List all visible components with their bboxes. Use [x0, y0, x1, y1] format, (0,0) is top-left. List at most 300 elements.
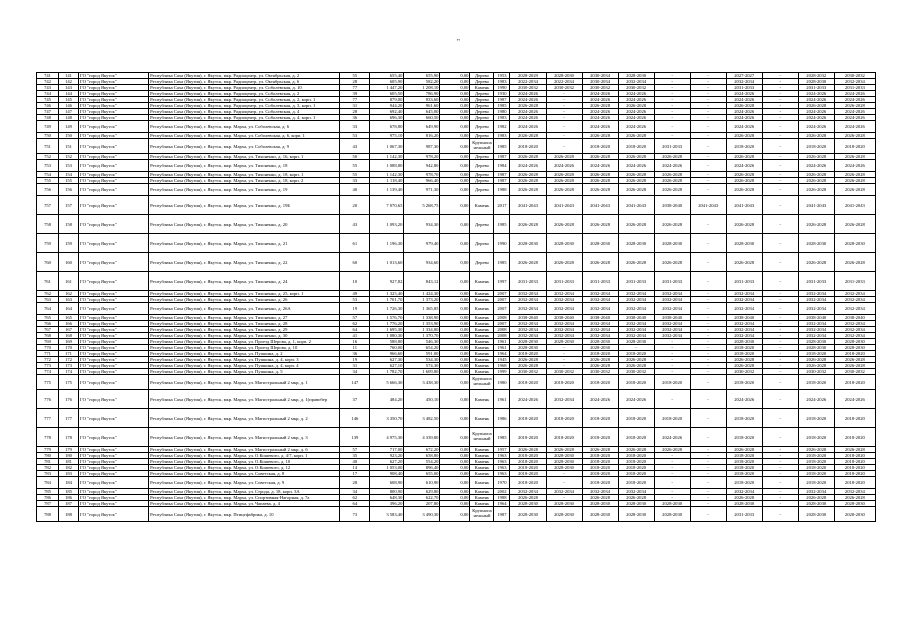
- build-year-cell: 1985: [494, 253, 510, 272]
- wall-material-cell: Камень: [470, 489, 494, 495]
- address-cell: Республика Саха (Якутия), г. Якутск, мкр. Марха, ул. Тихоненко, д. 21: [149, 234, 340, 253]
- residents-cell: 28: [340, 109, 370, 115]
- build-year-cell: 1985: [494, 103, 510, 109]
- period-cell: 2026-2028: [546, 215, 582, 234]
- build-year-cell: 1987: [494, 154, 510, 160]
- total-area-cell: 1 093,20: [370, 215, 404, 234]
- period-cell: 2024-2026: [618, 121, 654, 133]
- period-cell: 2038-2040: [834, 315, 875, 321]
- period-cell: 2026-2028: [726, 253, 762, 272]
- wall-material-cell: Камень: [470, 501, 494, 507]
- wall-material-cell: Деревo: [470, 115, 494, 121]
- address-cell: Республика Саха (Якутия), г. Якутск, мкр. Радиоцентр, ул. Октябрьская, д. 2: [149, 73, 340, 79]
- period-cell: 2026-2028: [798, 172, 834, 178]
- total-area-cell: 1 080,30: [370, 333, 404, 339]
- period-cell: -: [762, 154, 798, 160]
- address-cell: Республика Саха (Якутия), г. Якутск, мкр. Марха, ул. Чапаева, д. 4: [149, 501, 340, 507]
- period-cell: -: [690, 453, 726, 459]
- row-number: 762: [37, 291, 59, 297]
- residents-cell: 28: [340, 79, 370, 85]
- build-year-cell: 2008: [494, 333, 510, 339]
- total-area-cell: 1 013,60: [370, 253, 404, 272]
- living-area-cell: 649,90: [404, 121, 440, 133]
- wall-material-cell: Деревo: [470, 215, 494, 234]
- period-cell: 2018-2020: [834, 428, 875, 447]
- address-cell: Республика Саха (Якутия), г. Якутск, мкр. Марха, ул. О.Кошевого, д. 10: [149, 459, 340, 465]
- wall-material-cell: Камень: [470, 465, 494, 471]
- address-cell: Республика Саха (Якутия), г. Якутск, мкр. Марха, ул. Соболевская, д. 6: [149, 121, 340, 133]
- period-cell: 2028-2030: [546, 459, 582, 465]
- period-cell: 2026-2028: [726, 363, 762, 369]
- municipality-cell: ГО "город Якутск": [79, 339, 149, 345]
- period-cell: -: [690, 477, 726, 489]
- period-cell: 2032-2034: [726, 297, 762, 303]
- living-area-cell: 655,90: [404, 73, 440, 79]
- period-cell: 2018-2020: [510, 375, 546, 390]
- period-cell: 2026-2028: [618, 172, 654, 178]
- build-year-cell: 1983: [494, 133, 510, 139]
- residents-cell: 17: [340, 471, 370, 477]
- address-cell: Республика Саха (Якутия), г. Якутск, мкр. Марха, ул. Пушкина, д. 2: [149, 351, 340, 357]
- row-number: 771: [37, 351, 59, 357]
- period-cell: -: [654, 133, 690, 139]
- wall-material-cell: Камень: [470, 447, 494, 453]
- period-cell: 2026-2028: [798, 184, 834, 196]
- period-cell: 2032-2034: [726, 79, 762, 85]
- period-cell: 2032-2034: [546, 303, 582, 315]
- period-cell: 2028-2030: [582, 507, 618, 522]
- period-cell: 2026-2028: [618, 178, 654, 184]
- period-cell: 2032-2034: [582, 333, 618, 339]
- period-cell: 2028-2030: [834, 234, 875, 253]
- living-area-cell: 786,90: [404, 91, 440, 97]
- object-number: 142: [59, 79, 79, 85]
- build-year-cell: 2007: [494, 297, 510, 303]
- build-year-cell: 1970: [494, 477, 510, 489]
- period-cell: 2024-2026: [618, 390, 654, 409]
- period-cell: 2026-2028: [546, 253, 582, 272]
- period-cell: -: [690, 339, 726, 345]
- period-cell: 2032-2034: [726, 303, 762, 315]
- period-cell: 2018-2020: [618, 428, 654, 447]
- row-number: 747: [37, 109, 59, 115]
- build-year-cell: 2017: [494, 196, 510, 215]
- period-cell: 2031-2033: [654, 272, 690, 291]
- residents-cell: 64: [340, 501, 370, 507]
- nonliving-area-cell: 0,00: [440, 363, 470, 369]
- row-number: 781: [37, 459, 59, 465]
- municipality-cell: ГО "город Якутск": [79, 409, 149, 428]
- period-cell: -: [654, 477, 690, 489]
- address-cell: Республика Саха (Якутия), г. Якутск, мкр. Марха, ул. Проезд Шерова, д. 10: [149, 345, 340, 351]
- period-cell: 2024-2026: [726, 390, 762, 409]
- build-year-cell: 1964: [494, 351, 510, 357]
- period-cell: -: [762, 465, 798, 471]
- build-year-cell: 2007: [494, 303, 510, 315]
- living-area-cell: 1 353,90: [404, 321, 440, 327]
- period-cell: 2024-2026: [726, 109, 762, 115]
- period-cell: -: [762, 160, 798, 172]
- period-cell: 2032-2034: [798, 303, 834, 315]
- period-cell: -: [762, 215, 798, 234]
- object-number: 148: [59, 115, 79, 121]
- period-cell: 2026-2028: [726, 447, 762, 453]
- period-cell: -: [762, 297, 798, 303]
- living-area-cell: 574,30: [404, 363, 440, 369]
- period-cell: -: [654, 351, 690, 357]
- living-area-cell: 1 338,90: [404, 315, 440, 321]
- wall-material-cell: Камень: [470, 363, 494, 369]
- living-area-cell: 3 490,30: [404, 507, 440, 522]
- nonliving-area-cell: 0,00: [440, 471, 470, 477]
- period-cell: 2032-2034: [798, 489, 834, 495]
- residents-cell: 77: [340, 85, 370, 91]
- wall-material-cell: Камень: [470, 357, 494, 363]
- build-year-cell: 1964: [494, 501, 510, 507]
- period-cell: 2026-2028: [798, 103, 834, 109]
- period-cell: 2018-2020: [726, 428, 762, 447]
- period-cell: 2018-2020: [798, 471, 834, 477]
- table-row: [37, 234, 876, 253]
- object-number: 144: [59, 91, 79, 97]
- period-cell: 2041-2043: [510, 196, 546, 215]
- period-cell: 2018-2020: [798, 409, 834, 428]
- object-number: 160: [59, 253, 79, 272]
- residents-cell: 55: [340, 73, 370, 79]
- municipality-cell: ГО "город Якутск": [79, 363, 149, 369]
- period-cell: 2018-2020: [618, 477, 654, 489]
- total-area-cell: 927,82: [370, 272, 404, 291]
- period-cell: 2026-2028: [798, 357, 834, 363]
- period-cell: 2026-2028: [834, 253, 875, 272]
- total-area-cell: 1 142,30: [370, 172, 404, 178]
- table-row: [37, 375, 876, 390]
- period-cell: -: [690, 160, 726, 172]
- table-row: [37, 139, 876, 154]
- build-year-cell: 1999: [494, 369, 510, 375]
- period-cell: -: [690, 363, 726, 369]
- period-cell: -: [690, 303, 726, 315]
- living-area-cell: 591,00: [404, 351, 440, 357]
- period-cell: 2026-2028: [510, 184, 546, 196]
- address-cell: Республика Саха (Якутия), г. Якутск, мкр. Марха, ул. Тихоненко, д. 26: [149, 297, 340, 303]
- nonliving-area-cell: 0,00: [440, 154, 470, 160]
- row-number: 775: [37, 375, 59, 390]
- wall-material-cell: Крупнопа нельный: [470, 139, 494, 154]
- period-cell: 2030-2032: [618, 85, 654, 91]
- period-cell: 2018-2020: [582, 139, 618, 154]
- period-cell: -: [762, 303, 798, 315]
- build-year-cell: 1990: [494, 234, 510, 253]
- period-cell: -: [690, 390, 726, 409]
- build-year-cell: 1987: [494, 507, 510, 522]
- period-cell: 2024-2026: [582, 97, 618, 103]
- address-cell: Республика Саха (Якутия), г. Якутск, мкр. Марха, ул. Спортивная-Нагорная, д. 7а: [149, 495, 340, 501]
- row-number: 761: [37, 272, 59, 291]
- period-cell: 2026-2028: [798, 154, 834, 160]
- period-cell: 2032-2034: [798, 291, 834, 297]
- period-cell: 2018-2020: [582, 471, 618, 477]
- period-cell: -: [654, 121, 690, 133]
- living-area-cell: 660,50: [404, 115, 440, 121]
- row-number: 770: [37, 345, 59, 351]
- period-cell: 2038-2040: [726, 315, 762, 321]
- build-year-cell: 1961: [494, 345, 510, 351]
- build-year-cell: 1963: [494, 459, 510, 465]
- object-number: 151: [59, 139, 79, 154]
- address-cell: Республика Саха (Якутия), г. Якутск, мкр. Марха, ул. Тихоненко, д. 18: [149, 160, 340, 172]
- period-cell: 2041-2043: [546, 196, 582, 215]
- residents-cell: 41: [340, 333, 370, 339]
- period-cell: 2024-2026: [510, 121, 546, 133]
- wall-material-cell: Крупнопа нельный: [470, 428, 494, 447]
- period-cell: 2026-2028: [510, 154, 546, 160]
- period-cell: -: [762, 351, 798, 357]
- period-cell: 2026-2028: [582, 154, 618, 160]
- period-cell: -: [762, 115, 798, 121]
- period-cell: 2026-2028: [654, 172, 690, 178]
- living-area-cell: 582,20: [404, 79, 440, 85]
- nonliving-area-cell: 0,00: [440, 97, 470, 103]
- residents-cell: 64: [340, 327, 370, 333]
- period-cell: 2024-2026: [834, 160, 875, 172]
- period-cell: 2038-2040: [510, 315, 546, 321]
- period-cell: 2032-2034: [618, 489, 654, 495]
- period-cell: -: [654, 339, 690, 345]
- period-cell: -: [762, 369, 798, 375]
- residents-cell: 53: [340, 297, 370, 303]
- residents-cell: 28: [340, 477, 370, 489]
- total-area-cell: 1 142,30: [370, 154, 404, 160]
- period-cell: -: [546, 97, 582, 103]
- period-cell: 2026-2028: [834, 215, 875, 234]
- period-cell: 2028-2030: [618, 339, 654, 345]
- wall-material-cell: Камень: [470, 369, 494, 375]
- period-cell: 2024-2026: [726, 115, 762, 121]
- period-cell: -: [690, 253, 726, 272]
- period-cell: -: [618, 345, 654, 351]
- wall-material-cell: Деревo: [470, 103, 494, 109]
- row-number: 742: [37, 79, 59, 85]
- living-area-cell: 3 482,50: [404, 409, 440, 428]
- total-area-cell: 879,00: [370, 97, 404, 103]
- build-year-cell: 1963: [494, 465, 510, 471]
- municipality-cell: ГО "город Якутск": [79, 133, 149, 139]
- period-cell: 2024-2026: [798, 109, 834, 115]
- period-cell: 2032-2034: [798, 297, 834, 303]
- living-area-cell: 3 438,30: [404, 375, 440, 390]
- period-cell: -: [762, 291, 798, 297]
- municipality-cell: ГО "город Якутск": [79, 109, 149, 115]
- row-number: 777: [37, 409, 59, 428]
- period-cell: 2032-2034: [510, 489, 546, 495]
- address-cell: Республика Саха (Якутия), г. Якутск, мкр. Марха, ул. Тихоненко, д. 26А: [149, 303, 340, 315]
- period-cell: 2028-2030: [798, 79, 834, 85]
- period-cell: 2032-2034: [834, 291, 875, 297]
- period-cell: -: [654, 357, 690, 363]
- period-cell: 2032-2034: [546, 291, 582, 297]
- period-cell: 2026-2028: [618, 215, 654, 234]
- period-cell: 2028-2030: [510, 507, 546, 522]
- total-area-cell: 627,30: [370, 357, 404, 363]
- object-number: 184: [59, 477, 79, 489]
- period-cell: 2031-2033: [834, 272, 875, 291]
- period-cell: 2024-2026: [582, 160, 618, 172]
- total-area-cell: 692,40: [370, 109, 404, 115]
- period-cell: 2026-2028: [726, 103, 762, 109]
- period-cell: -: [762, 97, 798, 103]
- wall-material-cell: Деревo: [470, 73, 494, 79]
- object-number: 169: [59, 339, 79, 345]
- period-cell: 2028-2030: [546, 73, 582, 79]
- address-cell: Республика Саха (Якутия), г. Якутск, мкр. Марха, ул. Проезд Шерова, д. 1, корп. 2: [149, 339, 340, 345]
- living-area-cell: 816,20: [404, 133, 440, 139]
- address-cell: Республика Саха (Якутия), г. Якутск, мкр. Марха, ул. Тихоненко, д. 24: [149, 272, 340, 291]
- period-cell: 2030-2032: [726, 369, 762, 375]
- period-cell: -: [690, 139, 726, 154]
- period-cell: 2026-2028: [582, 184, 618, 196]
- address-cell: Республика Саха (Якутия), г. Якутск, мкр. Марха, ул. Магистральный 2 мкр, д. 1: [149, 375, 340, 390]
- period-cell: -: [762, 73, 798, 79]
- period-cell: -: [762, 91, 798, 97]
- wall-material-cell: Деревo: [470, 109, 494, 115]
- period-cell: 2018-2020: [618, 453, 654, 459]
- period-cell: 2032-2034: [618, 321, 654, 327]
- row-number: 751: [37, 139, 59, 154]
- residents-cell: 11: [340, 345, 370, 351]
- address-cell: Республика Саха (Якутия), г. Якутск, мкр. Марха, ул. Тихоненко, д. 19Б: [149, 196, 340, 215]
- address-cell: Республика Саха (Якутия), г. Якутск, мкр. Марха, ул. Пушкина, д. 4, корп. 3: [149, 357, 340, 363]
- period-cell: 2026-2028: [618, 154, 654, 160]
- period-cell: 2018-2020: [726, 351, 762, 357]
- address-cell: Республика Саха (Якутия), г. Якутск, мкр. Марха, ул. Соболевская, д. 9: [149, 139, 340, 154]
- row-number: 745: [37, 97, 59, 103]
- period-cell: 2018-2020: [618, 465, 654, 471]
- nonliving-area-cell: 0,00: [440, 103, 470, 109]
- period-cell: 2032-2034: [510, 291, 546, 297]
- period-cell: 2024-2026: [834, 109, 875, 115]
- row-number: 773: [37, 363, 59, 369]
- wall-material-cell: Камень: [470, 272, 494, 291]
- build-year-cell: 1997: [494, 272, 510, 291]
- total-area-cell: 1 576,70: [370, 315, 404, 321]
- total-area-cell: 588,80: [370, 339, 404, 345]
- wall-material-cell: Камень: [470, 291, 494, 297]
- period-cell: 2018-2020: [618, 459, 654, 465]
- nonliving-area-cell: 0,00: [440, 303, 470, 315]
- municipality-cell: ГО "город Якутск": [79, 178, 149, 184]
- residents-cell: 53: [340, 133, 370, 139]
- living-area-cell: 1 370,70: [404, 333, 440, 339]
- build-year-cell: 1987: [494, 178, 510, 184]
- period-cell: -: [762, 196, 798, 215]
- object-number: 188: [59, 507, 79, 522]
- period-cell: -: [690, 507, 726, 522]
- residents-cell: 57: [340, 447, 370, 453]
- period-cell: 2024-2026: [726, 97, 762, 103]
- residents-cell: 19: [340, 303, 370, 315]
- build-year-cell: 1963: [494, 453, 510, 459]
- period-cell: 2026-2028: [726, 495, 762, 501]
- living-area-cell: 546,30: [404, 339, 440, 345]
- wall-material-cell: Деревo: [470, 172, 494, 178]
- period-cell: 2018-2020: [834, 139, 875, 154]
- residents-cell: 139: [340, 428, 370, 447]
- period-cell: -: [546, 471, 582, 477]
- period-cell: -: [654, 453, 690, 459]
- period-cell: -: [654, 97, 690, 103]
- municipality-cell: ГО "город Якутск": [79, 321, 149, 327]
- period-cell: 2032-2034: [834, 327, 875, 333]
- period-cell: 2028-2030: [546, 507, 582, 522]
- object-number: 174: [59, 369, 79, 375]
- period-cell: 2032-2034: [618, 333, 654, 339]
- period-cell: 2030-2032: [834, 73, 875, 79]
- period-cell: -: [762, 178, 798, 184]
- row-number: 782: [37, 465, 59, 471]
- nonliving-area-cell: 0,00: [440, 351, 470, 357]
- wall-material-cell: Деревo: [470, 97, 494, 103]
- period-cell: 2024-2026: [834, 97, 875, 103]
- living-area-cell: 658,80: [404, 453, 440, 459]
- period-cell: 2028-2030: [834, 345, 875, 351]
- period-cell: 2031-2033: [798, 272, 834, 291]
- period-cell: -: [690, 369, 726, 375]
- period-cell: -: [546, 115, 582, 121]
- period-cell: 2026-2028: [582, 172, 618, 178]
- table-row: [37, 121, 876, 133]
- living-area-cell: 5 268,75: [404, 196, 440, 215]
- period-cell: 2026-2028: [834, 357, 875, 363]
- period-cell: -: [690, 215, 726, 234]
- period-cell: 2026-2028: [582, 215, 618, 234]
- object-number: 146: [59, 103, 79, 109]
- period-cell: 2028-2030: [546, 453, 582, 459]
- living-area-cell: 554,20: [404, 459, 440, 465]
- period-cell: 2032-2034: [510, 297, 546, 303]
- period-cell: -: [546, 351, 582, 357]
- period-cell: 2028-2030: [798, 345, 834, 351]
- nonliving-area-cell: 0,00: [440, 501, 470, 507]
- nonliving-area-cell: 0,00: [440, 447, 470, 453]
- object-number: 164: [59, 303, 79, 315]
- address-cell: Республика Саха (Якутия), г. Якутск, мкр. Марха, ул. Советская, д. 9: [149, 477, 340, 489]
- period-cell: 2030-2032: [582, 85, 618, 91]
- period-cell: 2024-2026: [798, 91, 834, 97]
- period-cell: 2018-2020: [546, 409, 582, 428]
- period-cell: 2032-2034: [726, 489, 762, 495]
- table-row: [37, 196, 876, 215]
- period-cell: -: [762, 133, 798, 139]
- period-cell: 2028-2030: [582, 234, 618, 253]
- period-cell: -: [762, 184, 798, 196]
- period-cell: 2026-2028: [654, 253, 690, 272]
- period-cell: -: [762, 253, 798, 272]
- period-cell: 2024-2026: [726, 160, 762, 172]
- period-cell: -: [690, 459, 726, 465]
- row-number: 774: [37, 369, 59, 375]
- wall-material-cell: Крупнопа нельный: [470, 375, 494, 390]
- build-year-cell: 1983: [494, 79, 510, 85]
- living-area-cell: 934,30: [404, 215, 440, 234]
- residents-cell: 57: [340, 315, 370, 321]
- period-cell: -: [762, 272, 798, 291]
- total-area-cell: 5 666,30: [370, 375, 404, 390]
- row-number: 744: [37, 91, 59, 97]
- build-year-cell: 1983: [494, 115, 510, 121]
- municipality-cell: ГО "город Якутск": [79, 91, 149, 97]
- row-number: 772: [37, 357, 59, 363]
